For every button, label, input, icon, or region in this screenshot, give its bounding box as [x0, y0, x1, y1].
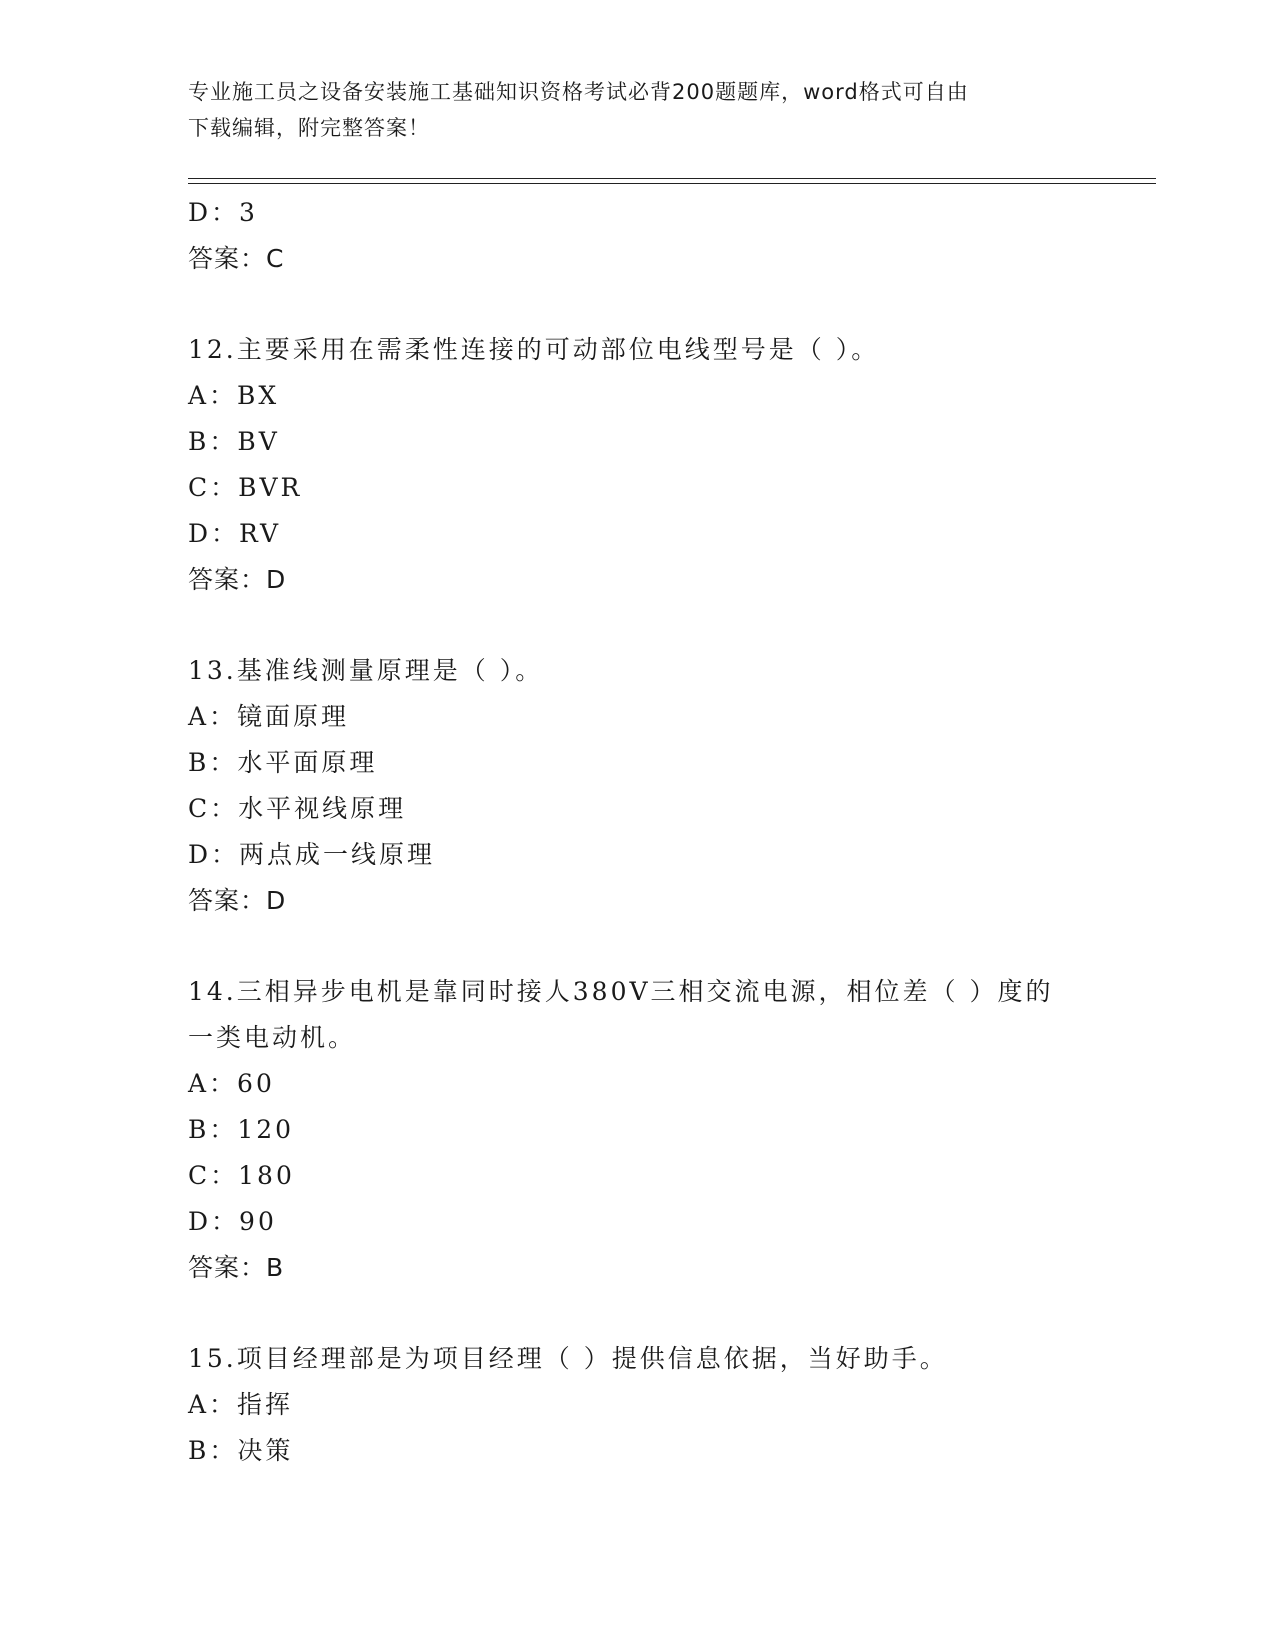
option-c: C：水平视线原理 — [188, 794, 407, 823]
answer: 答案：C — [188, 244, 285, 273]
question-text: 15.项目经理部是为项目经理（ ）提供信息依据，当好助手。 — [188, 1344, 948, 1373]
answer: 答案：D — [188, 886, 287, 915]
question-text-line-2: 一类电动机。 — [188, 1023, 357, 1052]
question-block-13 — [188, 648, 1088, 924]
header-line-1: 专业施工员之设备安装施工基础知识资格考试必背200题题库，word格式可自由 — [188, 80, 969, 104]
option-c: C：180 — [188, 1161, 295, 1190]
question-block-15 — [188, 1336, 1088, 1474]
option-d: D：90 — [188, 1207, 277, 1236]
answer: 答案：D — [188, 565, 287, 594]
option-a: A：BX — [188, 381, 280, 410]
option-b: B：120 — [188, 1115, 295, 1144]
option-a: A：60 — [188, 1069, 275, 1098]
header-line-2: 下载编辑，附完整答案！ — [188, 116, 430, 140]
option-b: B：BV — [188, 427, 280, 456]
spacer — [188, 924, 1088, 969]
question-list — [188, 190, 1088, 1474]
question-text-line-1: 14.三相异步电机是靠同时接人380V三相交流电源，相位差（ ）度的 — [188, 977, 1054, 1006]
header-divider-bottom — [188, 183, 1156, 184]
option-d: D：RV — [188, 519, 282, 548]
option-b: B：决策 — [188, 1436, 294, 1465]
option-b: B：水平面原理 — [188, 748, 378, 777]
question-block-12 — [188, 327, 1088, 603]
answer: 答案：B — [188, 1253, 285, 1282]
document-header — [188, 74, 1088, 146]
spacer — [188, 1291, 1088, 1336]
option-d: D：两点成一线原理 — [188, 840, 436, 869]
option-a: A：指挥 — [188, 1390, 294, 1419]
question-text: 13.基准线测量原理是（ ）。 — [188, 656, 544, 685]
spacer — [188, 282, 1088, 327]
question-block-14 — [188, 969, 1088, 1291]
spacer — [188, 603, 1088, 648]
option-a: A：镜面原理 — [188, 702, 350, 731]
header-divider-top — [188, 178, 1156, 179]
option-d: D：3 — [188, 198, 258, 227]
option-c: C：BVR — [188, 473, 303, 502]
question-block-prev — [188, 190, 1088, 282]
question-text: 12.主要采用在需柔性连接的可动部位电线型号是（ ）。 — [188, 335, 880, 364]
